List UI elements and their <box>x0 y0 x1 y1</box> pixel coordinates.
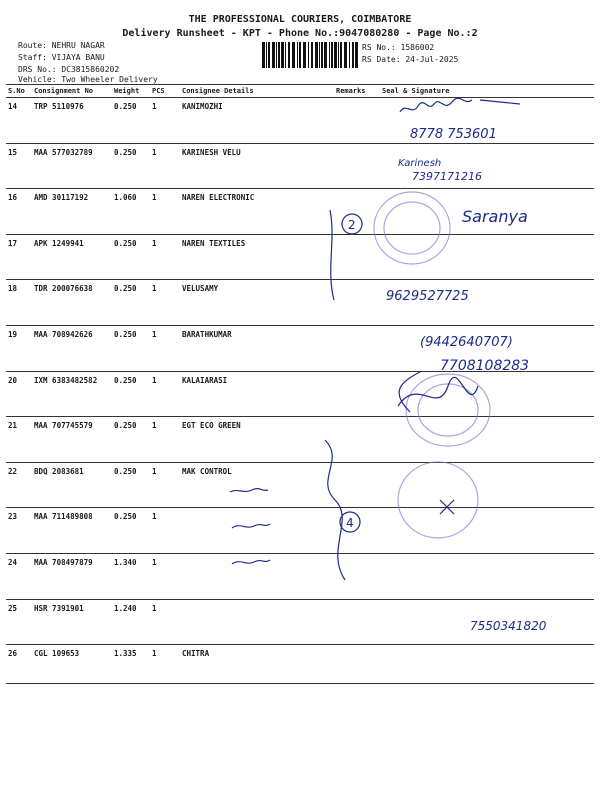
barcode <box>262 42 358 68</box>
table-row <box>6 280 594 326</box>
row-sno: 16 <box>6 189 32 235</box>
row-signature <box>380 462 594 508</box>
barcode-bar <box>262 42 265 68</box>
barcode-bar <box>299 42 301 68</box>
row-consignee <box>180 599 334 645</box>
barcode-bar <box>281 42 284 68</box>
row-weight: 0.250 <box>112 280 150 326</box>
row-consignment: BDQ 2083681 <box>32 462 112 508</box>
row-consignment: AMD 30117192 <box>32 189 112 235</box>
runsheet-subtitle: Delivery Runsheet - KPT - Phone No.:9047080280 - Page No.:2 <box>122 28 478 39</box>
row-consignee: CHITRA <box>180 645 334 684</box>
row-weight: 1.060 <box>112 189 150 235</box>
barcode-bar <box>288 42 290 68</box>
row-weight: 0.250 <box>112 508 150 554</box>
row-pcs: 1 <box>150 98 180 144</box>
row-weight: 0.250 <box>112 98 150 144</box>
row-consignment: TDR 200076638 <box>32 280 112 326</box>
row-remarks <box>334 143 380 189</box>
barcode-bar <box>321 42 323 68</box>
barcode-bar <box>334 42 337 68</box>
row14-phone-hw: 8778 753601 <box>410 127 497 142</box>
barcode-bar <box>331 42 333 68</box>
route-info: Route: NEHRU NAGAR <box>18 41 105 50</box>
circle-4-label: 4 <box>346 516 354 530</box>
row-weight: 0.250 <box>112 234 150 280</box>
row18-phone-hw: 9629527725 <box>386 289 469 304</box>
header-consignee: Consignee Details <box>180 85 334 98</box>
row-signature <box>380 599 594 645</box>
row-sno: 19 <box>6 325 32 371</box>
row-consignee: MAK CONTROL <box>180 462 334 508</box>
row-consignment: CGL 109653 <box>32 645 112 684</box>
row-signature <box>380 325 594 371</box>
table-row <box>6 325 594 371</box>
row-consignment: APK 1249941 <box>32 234 112 280</box>
row20-phone-hw: 7708108283 <box>440 358 530 374</box>
barcode-bar <box>338 42 339 68</box>
row-pcs: 1 <box>150 599 180 645</box>
row-pcs: 1 <box>150 462 180 508</box>
barcode-bar <box>278 42 280 68</box>
barcode-bar <box>292 42 295 68</box>
table-row <box>6 553 594 599</box>
barcode-bar <box>272 42 275 68</box>
row-signature <box>380 645 594 684</box>
row-remarks <box>334 325 380 371</box>
row-pcs: 1 <box>150 417 180 463</box>
row-remarks <box>334 462 380 508</box>
row-consignee: KALAIARASI <box>180 371 334 417</box>
row-pcs: 1 <box>150 234 180 280</box>
barcode-bar <box>297 42 298 68</box>
header-remarks: Remarks <box>334 85 380 98</box>
barcode-bar <box>340 42 342 68</box>
row-consignment: MAA 708942626 <box>32 325 112 371</box>
row-consignment: MAA 577032789 <box>32 143 112 189</box>
row-sno: 26 <box>6 645 32 684</box>
row-weight: 0.250 <box>112 462 150 508</box>
table-row <box>6 143 594 189</box>
header-sno: S.No <box>6 85 32 98</box>
row-consignee: NAREN ELECTRONIC <box>180 189 334 235</box>
row-pcs: 1 <box>150 645 180 684</box>
table-row <box>6 599 594 645</box>
barcode-bar <box>315 42 318 68</box>
barcode-bar <box>319 42 320 68</box>
row-sno: 15 <box>6 143 32 189</box>
table-row <box>6 417 594 463</box>
row-sno: 20 <box>6 371 32 417</box>
row-remarks <box>334 371 380 417</box>
row-remarks <box>334 508 380 554</box>
header-pcs: PCS <box>150 85 180 98</box>
row-consignee: NAREN TEXTILES <box>180 234 334 280</box>
row-sno: 17 <box>6 234 32 280</box>
barcode-bar <box>324 42 327 68</box>
row15-phone-hw: 7397171216 <box>412 170 482 183</box>
table-row <box>6 645 594 684</box>
row-consignment: MAA 707745579 <box>32 417 112 463</box>
company-title: THE PROFESSIONAL COURIERS, COIMBATORE <box>188 14 412 25</box>
row-consignee <box>180 553 334 599</box>
barcode-bar <box>344 42 347 68</box>
row-pcs: 1 <box>150 325 180 371</box>
row-signature <box>380 280 594 326</box>
circle-2-label: 2 <box>348 218 356 232</box>
row-weight: 1.335 <box>112 645 150 684</box>
row-weight: 0.250 <box>112 143 150 189</box>
row-consignment: MAA 711489808 <box>32 508 112 554</box>
row-weight: 1.240 <box>112 599 150 645</box>
row26-phone-hw: 7550341820 <box>470 619 547 633</box>
vehicle-info: Vehicle: Two Wheeler Delivery <box>18 75 158 84</box>
table-row <box>6 189 594 235</box>
row-signature <box>380 417 594 463</box>
barcode-bar <box>266 42 267 68</box>
row-consignee: BARATHKUMAR <box>180 325 334 371</box>
row-weight: 0.250 <box>112 325 150 371</box>
runsheet-table <box>6 84 594 684</box>
barcode-bar <box>349 42 350 68</box>
barcode-bar <box>285 42 286 68</box>
row-signature <box>380 143 594 189</box>
row-remarks <box>334 417 380 463</box>
row-pcs: 1 <box>150 280 180 326</box>
row-weight: 1.340 <box>112 553 150 599</box>
barcode-bar <box>268 42 270 68</box>
row-consignment: IXM 6383482582 <box>32 371 112 417</box>
row-remarks <box>334 189 380 235</box>
row-weight: 0.250 <box>112 417 150 463</box>
row-remarks <box>334 553 380 599</box>
row17-signature-hw: Saranya <box>462 207 528 226</box>
row-signature <box>380 371 594 417</box>
row-sno: 18 <box>6 280 32 326</box>
row-remarks <box>334 280 380 326</box>
row-pcs: 1 <box>150 553 180 599</box>
header-weight: Weight <box>112 85 150 98</box>
row-consignment: MAA 708497879 <box>32 553 112 599</box>
barcode-bar <box>352 42 354 68</box>
row-signature <box>380 98 594 144</box>
row-consignment: HSR 7391901 <box>32 599 112 645</box>
row-consignment: TRP 5110976 <box>32 98 112 144</box>
barcode-bar <box>276 42 277 68</box>
row-remarks <box>334 234 380 280</box>
row-sno: 24 <box>6 553 32 599</box>
row-sno: 25 <box>6 599 32 645</box>
row-remarks <box>334 645 380 684</box>
row-remarks <box>334 98 380 144</box>
table-row <box>6 462 594 508</box>
row-weight: 0.250 <box>112 371 150 417</box>
row-signature <box>380 189 594 235</box>
row-consignee: KANIMOZHI <box>180 98 334 144</box>
staff-info: Staff: VIJAYA BANU <box>18 53 105 62</box>
row-sno: 21 <box>6 417 32 463</box>
row-consignee: KARINESH VELU <box>180 143 334 189</box>
table-row <box>6 98 594 144</box>
row-consignee <box>180 508 334 554</box>
row19-phone-hw: (9442640707) <box>420 335 513 350</box>
table-row <box>6 234 594 280</box>
rs-number: RS No.: 1586002 <box>362 43 435 52</box>
row-remarks <box>334 599 380 645</box>
barcode-bar <box>355 42 358 68</box>
row-signature <box>380 553 594 599</box>
row15-name-hw: Karinesh <box>398 158 442 169</box>
header-consignment: Consignment No <box>32 85 112 98</box>
table-header-row <box>6 85 594 98</box>
drs-info: DRS No.: DC3815860202 <box>18 65 120 74</box>
row-pcs: 1 <box>150 508 180 554</box>
row-pcs: 1 <box>150 143 180 189</box>
row-sno: 23 <box>6 508 32 554</box>
barcode-bar <box>303 42 306 68</box>
rs-date: RS Date: 24-Jul-2025 <box>362 55 459 64</box>
barcode-bar <box>311 42 313 68</box>
row-consignee: EGT ECO GREEN <box>180 417 334 463</box>
header-signature: Seal & Signature <box>380 85 594 98</box>
row-consignee: VELUSAMY <box>180 280 334 326</box>
row-sno: 14 <box>6 98 32 144</box>
row-pcs: 1 <box>150 371 180 417</box>
row-sno: 22 <box>6 462 32 508</box>
row-signature <box>380 234 594 280</box>
barcode-bar <box>329 42 330 68</box>
barcode-bar <box>308 42 309 68</box>
row-signature <box>380 508 594 554</box>
row-pcs: 1 <box>150 189 180 235</box>
table-row <box>6 508 594 554</box>
table-row <box>6 371 594 417</box>
